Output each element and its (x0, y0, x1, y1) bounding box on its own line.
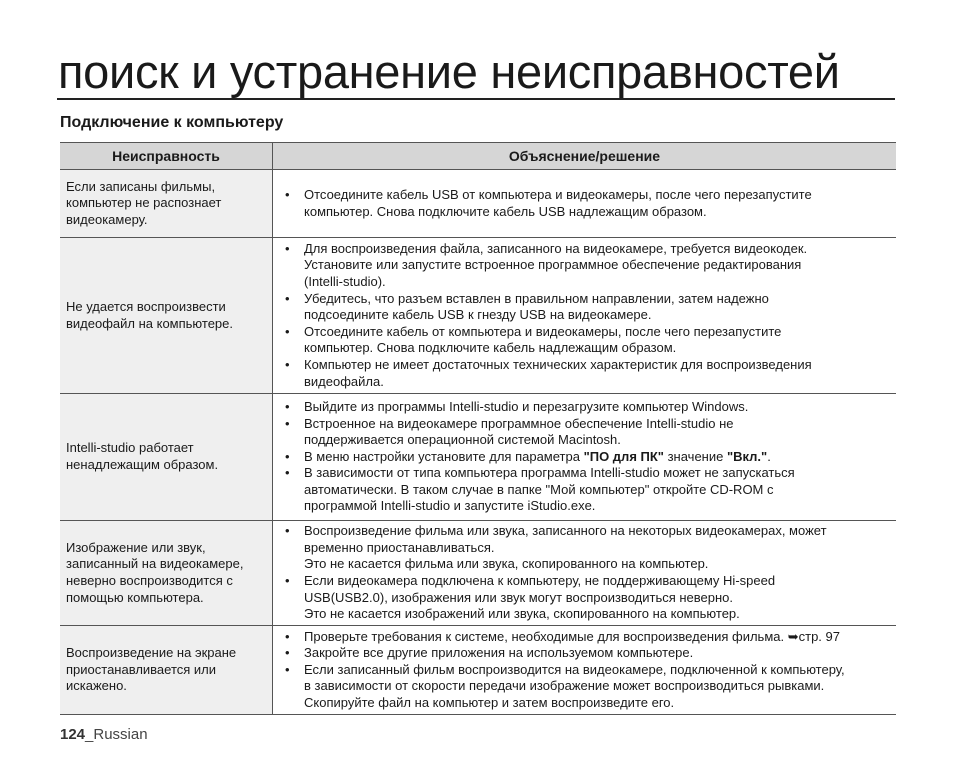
solution-line (304, 257, 896, 274)
text-segment: Для воспроизведения файла, записанного на видеокамере, требуется видеокодек. (304, 240, 808, 256)
problem-text: компьютер не распознает (66, 195, 222, 211)
solution-item (285, 399, 896, 416)
table-row (60, 170, 896, 238)
title-divider (57, 98, 895, 100)
text-segment: компьютер. Снова подключите кабель USB надлежащим образом. (304, 203, 707, 219)
problem-cell (60, 394, 273, 521)
solution-line (304, 678, 896, 695)
solution-line (304, 241, 896, 258)
solution-line (304, 645, 896, 662)
problem-cell (60, 238, 273, 394)
table-row (60, 626, 896, 715)
solution-line (304, 416, 896, 433)
solution-item (285, 241, 896, 291)
solution-line (304, 357, 896, 374)
solution-line (304, 540, 896, 557)
text-segment: В меню настройки установите для параметра (304, 448, 584, 464)
solution-line (304, 340, 896, 357)
solution-line (304, 307, 896, 324)
text-segment: Если видеокамера подключена к компьютеру, не поддерживающему Hi-speed (304, 573, 776, 588)
solution-cell (273, 170, 897, 238)
solution-line (304, 187, 896, 204)
solution-line (304, 399, 896, 416)
text-segment: автоматически. В таком случае в папке "Мой компьютер" откройте CD-ROM с (304, 481, 774, 497)
solution-line (304, 291, 896, 308)
solution-item (285, 629, 896, 646)
solution-cell (273, 521, 897, 626)
column-header-solution: Объяснение/решение (273, 143, 897, 170)
solution-item (285, 662, 896, 712)
text-segment: . (767, 448, 771, 464)
solution-line (304, 629, 896, 646)
text-segment: Встроенное на видеокамере программное обеспечение Intelli-studio не (304, 415, 734, 431)
problem-text: Воспроизведение на экране (66, 645, 237, 661)
text-segment: Выйдите из программы Intelli-studio и перезагрузите компьютер Windows. (304, 398, 749, 414)
text-segment: компьютер. Снова подключите кабель надлежащим образом. (304, 340, 677, 356)
language-label: _Russian (85, 726, 148, 743)
text-segment: Закройте все другие приложения на используемом компьютере. (304, 645, 694, 661)
problem-cell (60, 170, 273, 238)
problem-cell (60, 521, 273, 626)
solution-line (304, 573, 896, 590)
problem-text: Если записаны фильмы, (66, 178, 216, 194)
solution-item (285, 573, 896, 623)
solution-cell (273, 626, 897, 715)
problem-text: Intelli-studio работает (66, 440, 194, 456)
problem-text: ненадлежащим образом. (66, 457, 219, 472)
text-segment: Отсоедините кабель USB от компьютера и видеокамеры, после чего перезапустите (304, 186, 812, 202)
emphasized-text: "ПО для ПК" (583, 448, 664, 464)
solution-list (285, 399, 896, 515)
text-segment: видеофайла. (304, 373, 384, 389)
solution-list (285, 187, 896, 220)
solution-line (304, 465, 896, 482)
solution-item (285, 523, 896, 573)
text-segment: временно приостанавливаться. (304, 539, 495, 555)
solution-line (304, 523, 896, 540)
solution-item (285, 291, 896, 324)
solution-line (304, 662, 896, 679)
page-title: поиск и устранение неисправностей (58, 45, 840, 98)
solution-item (285, 416, 896, 449)
problem-text: помощью компьютера. (66, 589, 204, 605)
text-segment: Установите или запустите встроенное программное обеспечение редактирования (304, 257, 802, 273)
table-row (60, 394, 896, 521)
text-segment: (Intelli-studio). (304, 274, 386, 290)
solution-list (285, 629, 896, 712)
text-segment: подсоедините кабель USB к гнезду USB на видеокамере. (304, 307, 652, 323)
problem-text: записанный на видеокамере, (66, 556, 244, 572)
solution-item (285, 449, 896, 466)
solution-line (304, 374, 896, 391)
text-segment: Это не касается изображений или звука, скопированного на компьютер. (304, 606, 740, 622)
page-number: 124 (60, 726, 86, 743)
text-segment: В зависимости от типа компьютера программа Intelli-studio может не запускаться (304, 465, 795, 481)
text-segment: USB(USB2.0), изображения или звук могут воспроизводиться неверно. (304, 589, 734, 605)
problem-text: приостанавливается или (66, 661, 217, 677)
text-segment: Компьютер не имеет достаточных технических характеристик для воспроизведения (304, 356, 812, 372)
solution-line (304, 695, 896, 712)
solution-line (304, 556, 896, 573)
solution-line (304, 432, 896, 449)
solution-line (304, 498, 896, 515)
table-row (60, 521, 896, 626)
solution-item (285, 357, 896, 390)
page-footer (60, 726, 148, 743)
text-segment: поддерживается операционной системой Macintosh. (304, 432, 621, 448)
solution-line (304, 606, 896, 623)
solution-line (304, 324, 896, 341)
problem-text: Не удается воспроизвести (66, 298, 226, 314)
problem-text: искажено. (66, 678, 127, 694)
solution-line (304, 590, 896, 607)
text-segment: Отсоедините кабель от компьютера и видеокамеры, после чего перезапустите (304, 323, 782, 339)
solution-line (304, 274, 896, 291)
troubleshooting-table (60, 142, 896, 715)
text-segment: Убедитесь, что разъем вставлен в правильном направлении, затем надежно (304, 290, 769, 306)
solution-line (304, 449, 896, 466)
solution-list (285, 523, 896, 623)
text-segment: Если записанный фильм воспроизводится на видеокамере, подключенной к компьютеру, (304, 661, 845, 677)
solution-list (285, 241, 896, 390)
table-header-row (60, 143, 896, 170)
text-segment: Это не касается фильма или звука, скопированного на компьютер. (304, 556, 709, 572)
solution-item (285, 187, 896, 220)
text-segment: Воспроизведение фильма или звука, записанного на некоторых видеокамерах, может (304, 523, 827, 539)
table-row (60, 238, 896, 394)
solution-line (304, 204, 896, 221)
solution-item (285, 645, 896, 662)
solution-item (285, 465, 896, 515)
text-segment: значение (663, 448, 727, 464)
section-heading: Подключение к компьютеру (60, 114, 284, 131)
solution-item (285, 324, 896, 357)
problem-cell (60, 626, 273, 715)
solution-cell (273, 238, 897, 394)
problem-text: неверно воспроизводится с (66, 573, 233, 588)
solution-line (304, 482, 896, 499)
emphasized-text: "Вкл." (726, 448, 768, 464)
text-segment: Скопируйте файл на компьютер и затем воспроизведите его. (304, 694, 675, 710)
problem-text: видеофайл на компьютере. (66, 315, 234, 331)
problem-text: видеокамеру. (66, 211, 148, 227)
text-segment: программой Intelli-studio и запустите iStudio.exe. (304, 498, 596, 514)
text-segment: в зависимости от скорости передачи изображение может воспроизводиться рывками. (304, 678, 825, 694)
text-segment: Проверьте требования к системе, необходимые для воспроизведения фильма. ➥стр. 97 (304, 628, 840, 644)
column-header-problem: Неисправность (60, 143, 273, 170)
solution-cell (273, 394, 897, 521)
problem-text: Изображение или звук, (66, 539, 206, 555)
